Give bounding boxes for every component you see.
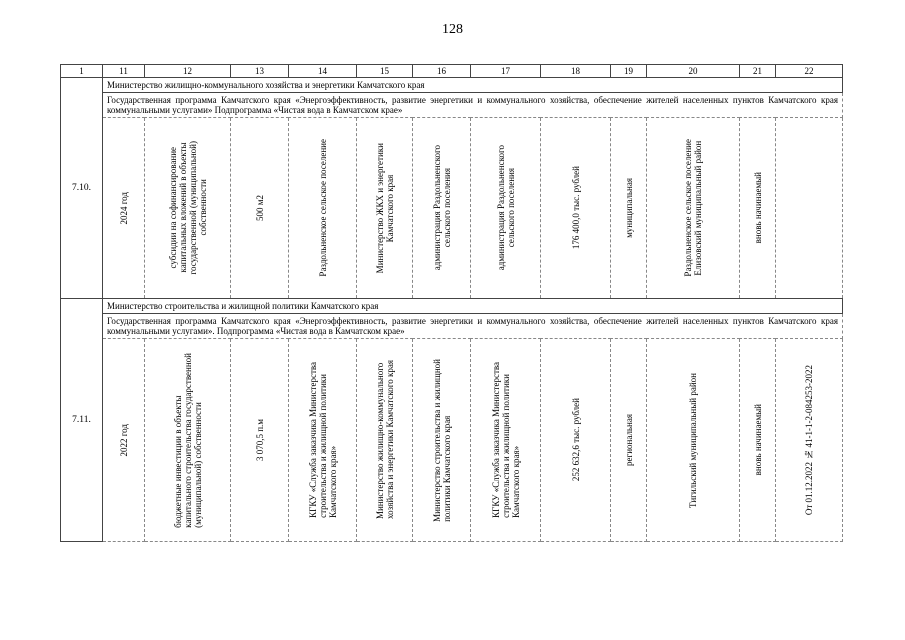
investment-form: субсидии на софинансирование капитальных вложений в объекты государственной (муниципальной) собственности [167,141,208,275]
project-status: вновь начинаемый [752,172,763,244]
col-header: 14 [289,65,357,78]
col-header: 11 [103,65,145,78]
program-row [61,93,843,118]
capacity: 3 070,5 п.м [254,418,265,461]
ministry-title: Министерство строительства и жилищной политики Камчатского края [103,299,843,314]
table-row [61,118,843,299]
customer: администрация Раздольненского сельского поселения [495,145,516,271]
investment-form: бюджетные инвестиции в объекты капитального строительства государственной (муниципальной) собственности [172,352,203,528]
objects-table [60,64,843,542]
implementation-year: 2024 год [118,191,129,225]
responsible-ministry: Министерство ЖКХ и энергетики Камчатского края [374,142,395,274]
row-number: 7.10. [61,78,103,299]
budget-recipient: администрация Раздольненского сельского поселения [431,145,452,271]
col-header: 17 [471,65,541,78]
customer: КГКУ «Служба заказчика Министерства строительства и жилищной политики Камчатского края» [490,362,521,518]
estimated-cost: 176 400,0 тыс. рублей [570,166,581,250]
col-header: 12 [145,65,231,78]
program-title: Государственная программа Камчатского края «Энергоэффективность, развитие энергетики и коммунального хозяйства, обеспечение жителей населенных пунктов Камчатского края коммунальными услугами» Подпрограмма «Чистая вода в Камчатском крае» [103,93,843,118]
col-header: 15 [357,65,413,78]
project-status: вновь начинаемый [752,404,763,476]
location: Раздольненское сельское поселение [317,139,328,277]
ministry-row [61,299,843,314]
col-header: 20 [647,65,740,78]
responsible-ministry: Министерство жилищно-коммунального хозяйства и энергетики Камчатского края [374,360,395,520]
expert-review: От 01.12.2022 № 41-1-1-2-084253-2022 [804,364,814,516]
ministry-title: Министерство жилищно-коммунального хозяйства и энергетики Камчатского края [103,78,843,93]
column-header-row [61,65,843,78]
table-row [61,339,843,542]
estimated-cost: 252 632,6 тыс. рублей [570,398,581,482]
ownership-type: муниципальная [623,178,634,238]
col-header: 13 [231,65,289,78]
municipality: Раздольненское сельское поселение Елизовский муниципальный район [683,139,703,277]
ownership-type: региональная [623,414,634,466]
capacity: 500 м2 [254,195,265,221]
row-number: 7.11. [61,299,103,542]
col-header: 21 [740,65,776,78]
budget-recipient: Министерство строительства и жилищной политики Камчатского края [431,358,452,522]
program-row [61,314,843,339]
col-header: 19 [611,65,647,78]
ministry-row [61,78,843,93]
col-header: 1 [61,65,103,78]
municipality: Тигильский муниципальный район [688,372,698,508]
col-header: 16 [413,65,471,78]
col-header: 22 [776,65,843,78]
col-header: 18 [541,65,611,78]
program-title: Государственная программа Камчатского края «Энергоэффективность, развитие энергетики и коммунального хозяйства, обеспечение жителей населенных пунктов Камчатского края коммунальными услугами». Подпрограмма «Чистая вода в Камчатском крае» [103,314,843,339]
location: КГКУ «Служба заказчика Министерства строительства и жилищной политики Камчатского края» [307,362,338,518]
page-number: 128 [442,22,463,37]
implementation-year: 2022 год [118,423,129,457]
